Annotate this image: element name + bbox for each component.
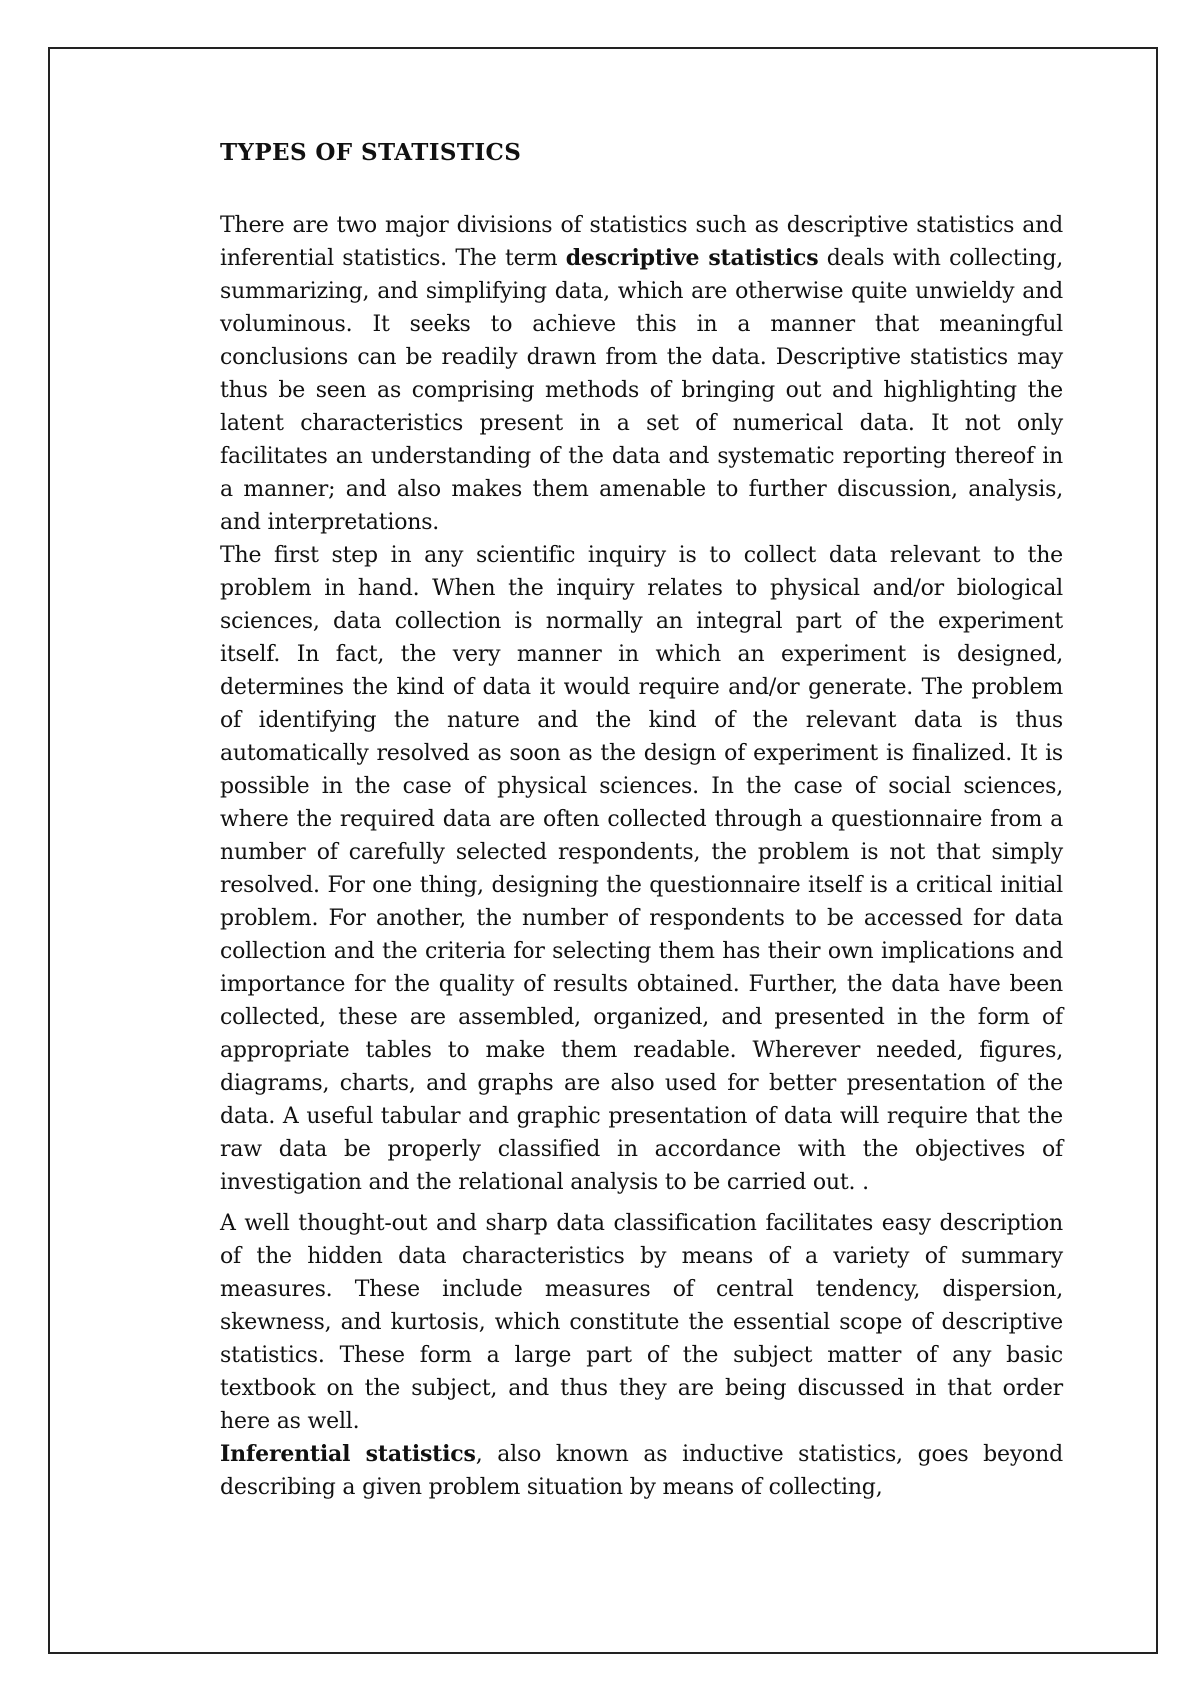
term-inferential-statistics: Inferential statistics bbox=[220, 1441, 476, 1467]
term-descriptive-statistics: descriptive statistics bbox=[565, 245, 819, 271]
page-heading: TYPES OF STATISTICS bbox=[220, 139, 522, 166]
paragraph-data-classification: A well thought-out and sharp data classification facilitates easy description of the hidden data characteristics by means of a variety of summary measures. These include measures of central tendency, dispersion, skewness, and kurtosis, which constitute the essential scope of descriptive statistics. These form a large part of the subject matter of any basic textbook on the subject, and thus they are being discussed in that order here as well. bbox=[220, 1211, 1063, 1434]
paragraph-1-intro: There are two major divisions of statistics such as descriptive statistics and inferential statistics. The term bbox=[220, 213, 1063, 271]
document-body bbox=[220, 136, 1063, 1504]
paragraph-1-rest: deals with collecting, summarizing, and simplifying data, which are otherwise quite unwieldy and voluminous. It seeks to achieve this in a manner that meaningful conclusions can be readily drawn from the data. Descriptive statistics may thus be seen as comprising methods of bringing out and highlighting the latent characteristics present in a set of numerical data. It not only facilitates an understanding of the data and systematic reporting thereof in a manner; and also makes them amenable to further discussion, analysis, and interpretations. bbox=[220, 246, 1063, 535]
paragraph-descriptive-statistics bbox=[220, 209, 1063, 539]
paragraph-data-collection: The first step in any scientific inquiry is to collect data relevant to the problem in hand. When the inquiry relates to physical and/or biological sciences, data collection is normally an integral part of the experiment itself. In fact, the very manner in which an experiment is designed, determines the kind of data it would require and/or generate. The problem of identifying the nature and the kind of the relevant data is thus automatically resolved as soon as the design of experiment is finalized. It is possible in the case of physical sciences. In the case of social sciences, where the required data are often collected through a questionnaire from a number of carefully selected respondents, the problem is not that simply resolved. For one thing, designing the questionnaire itself is a critical initial problem. For another, the number of respondents to be accessed for data collection and the criteria for selecting them has their own implications and importance for the quality of results obtained. Further, the data have been collected, these are assembled, organized, and presented in the form of appropriate tables to make them readable. Wherever needed, figures, diagrams, charts, and graphs are also used for better presentation of the data. A useful tabular and graphic presentation of data will require that the raw data be properly classified in accordance with the objectives of investigation and the relational analysis to be carried out. . bbox=[220, 543, 1063, 1195]
paragraph-inferential-statistics bbox=[220, 1438, 1063, 1504]
paragraph-4-rest: , also known as inductive statistics, goes beyond describing a given problem situation by means of collecting, bbox=[220, 1442, 1063, 1500]
